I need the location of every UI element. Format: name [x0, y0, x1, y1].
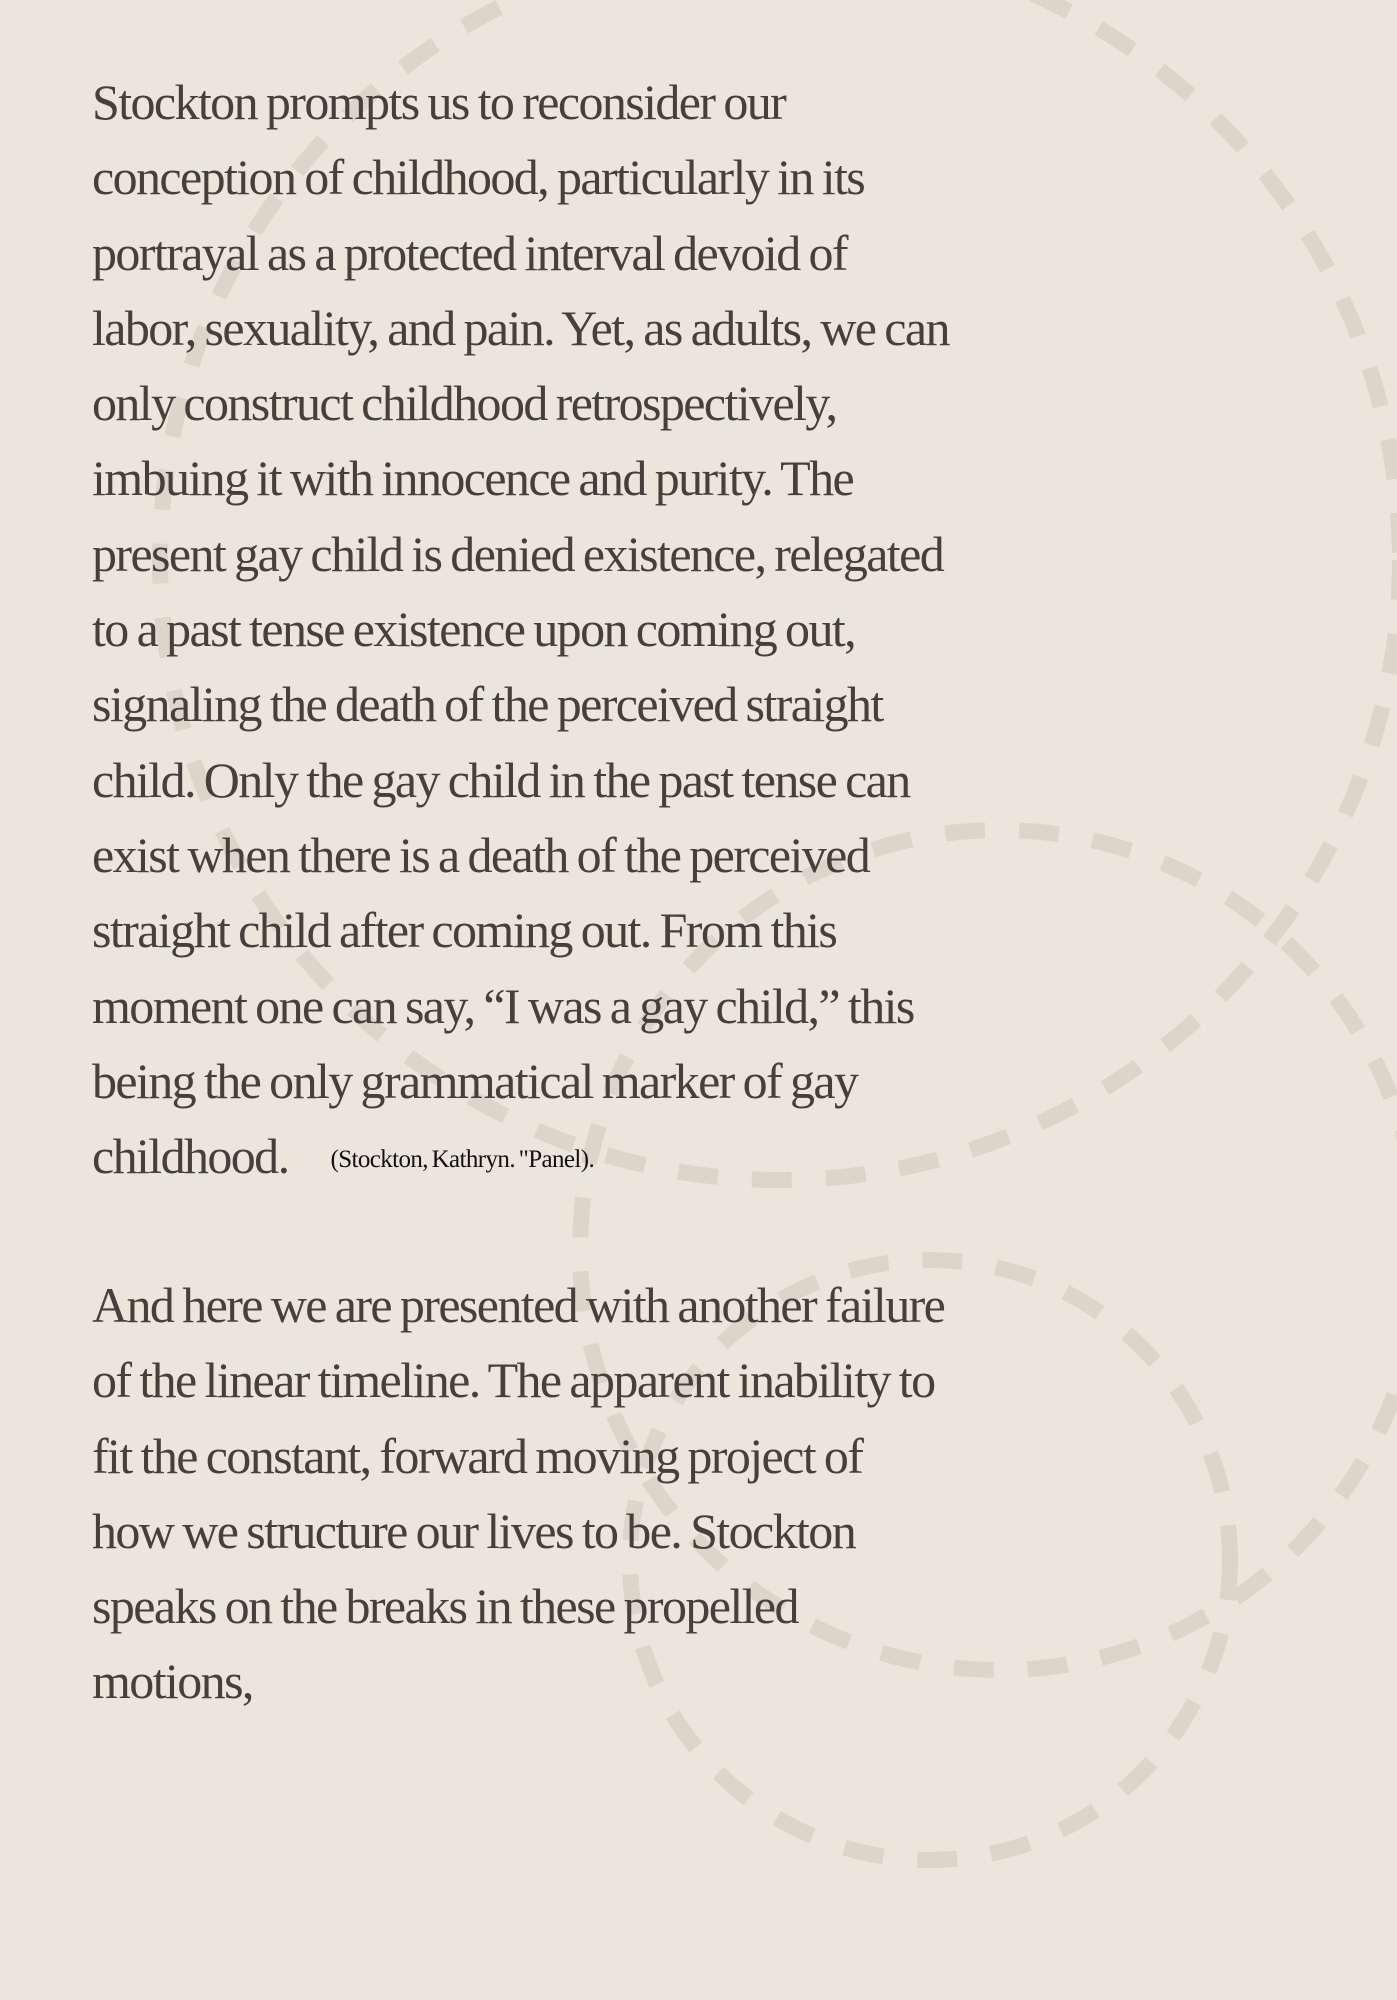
text-line: being the only grammatical marker of gay: [92, 1052, 858, 1109]
text-line: labor, sexuality, and pain. Yet, as adults, we can: [92, 299, 949, 356]
text-line: exist when there is a death of the perceived: [92, 826, 870, 883]
text-line: to a past tense existence upon coming out,: [92, 601, 856, 658]
text-line: speaks on the breaks in these propelled: [92, 1578, 798, 1635]
text-line: Stockton prompts us to reconsider our: [92, 74, 786, 130]
paragraph-2: [92, 1268, 1292, 1720]
paragraph-1: [92, 65, 1292, 1197]
text-line: only construct childhood retrospectively,: [92, 375, 837, 432]
text-line: of the linear timeline. The apparent inability to: [92, 1352, 935, 1409]
text-line: portrayal as a protected interval devoid of: [92, 224, 847, 281]
text-line: straight child after coming out. From this: [92, 902, 837, 959]
text-line: motions,: [92, 1653, 253, 1710]
text-line: child. Only the gay child in the past tense can: [92, 751, 910, 808]
text-line: how we structure our lives to be. Stockton: [92, 1502, 856, 1559]
citation: (Stockton, Kathryn. "Panel).: [330, 1146, 595, 1174]
text-line: moment one can say, “I was a gay child,” this: [92, 977, 914, 1034]
text-line: conception of childhood, particularly in its: [92, 149, 865, 206]
text-line: imbuing it with innocence and purity. The: [92, 450, 854, 507]
text-line: And here we are presented with another failure: [92, 1277, 945, 1333]
text-line: childhood.: [92, 1128, 289, 1185]
text-line: fit the constant, forward moving project of: [92, 1427, 863, 1484]
text-line-with-citation: [92, 1119, 1292, 1197]
text-line: signaling the death of the perceived straight: [92, 676, 883, 733]
text-line: present gay child is denied existence, relegated: [92, 525, 944, 582]
